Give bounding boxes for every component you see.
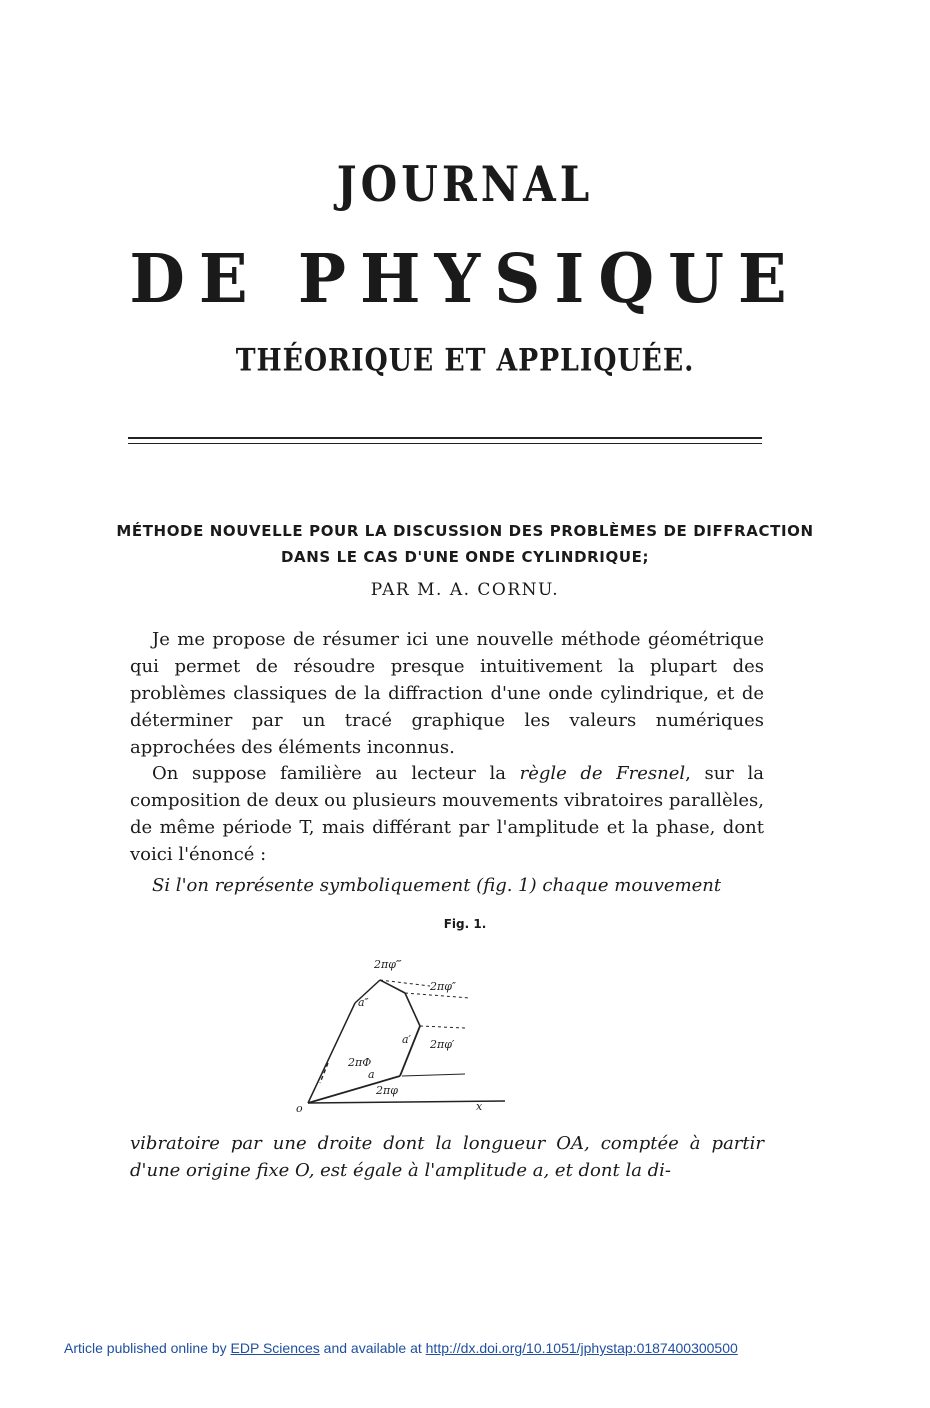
label-x: x [476,1100,483,1113]
fresnel-rule-term: règle de Fresnel [519,763,686,784]
footer-prefix: Article published online by [64,1340,231,1356]
label-phi-second: 2πφ″ [430,980,457,993]
journal-title-main: DE PHYSIQUE [129,240,801,319]
journal-subtitle: THÉORIQUE ET APPLIQUÉE. [235,342,695,378]
footer-citation [64,1340,738,1356]
article-author: PAR M. A. CORNU. [370,580,560,600]
resultant-line [308,1003,355,1103]
article-title-line-2: DANS LE CAS D'UNE ONDE CYLINDRIQUE; [280,548,650,566]
doi-link[interactable]: http://dx.doi.org/10.1051/jphystap:0187400300500 [425,1340,738,1356]
footer-middle: and available at [319,1340,426,1356]
label-phi: 2πφ [376,1084,398,1097]
dash-right-2 [420,1026,465,1028]
journal-title: JOURNAL [336,156,594,213]
header-rule-thin [128,443,762,444]
paragraph-2-text-b: , sur la composition de deux ou plusieurs mouvements vibratoires parallèles, de même période T, mais différant par l'amplitude et la phase, dont voici l'énoncé : [130,763,765,865]
figure-label: Fig. 1. [443,917,487,931]
paragraph-2-text-a: On suppose familière au lecteur la [152,763,520,784]
article-title-line-1: MÉTHODE NOUVELLE POUR LA DISCUSSION DES PROBLÈMES DE DIFFRACTION [116,522,814,540]
publisher-link[interactable]: EDP Sciences [230,1340,320,1356]
label-phi-third: 2πφ‴ [374,958,402,971]
label-phi-prime: 2πφ′ [430,1038,455,1051]
label-a-second: a″ [358,996,369,1009]
label-a: a [368,1068,375,1081]
dash-right-3 [405,993,470,998]
label-o: o [296,1102,303,1115]
paragraph-4: vibratoire par une droite dont la longueur OA, comptée à partir d'une origine fixe O, est égale à l'amplitude a, et dont la di- [130,1133,764,1181]
article-title [0,518,930,570]
paragraph-2 [130,760,764,868]
figure-1-diagram [290,948,520,1118]
header-rule [128,437,762,439]
label-phi-big: 2πΦ [348,1056,372,1069]
paragraph-1: Je me propose de résumer ici une nouvelle méthode géométrique qui permet de résoudre presque intuitivement la plupart des problèmes classiques de la diffraction d'une onde cylindrique, et de déterminer par un tracé graphique les valeurs numériques approchées des éléments inconnus. [130,629,764,758]
dash-right-1 [402,1074,465,1076]
label-a-prime: a′ [402,1033,412,1046]
vector-a-prime [405,993,420,1026]
paragraph-3: Si l'on représente symboliquement (fig. 1) chaque mouvement [152,875,722,896]
connector-left [320,1063,328,1083]
